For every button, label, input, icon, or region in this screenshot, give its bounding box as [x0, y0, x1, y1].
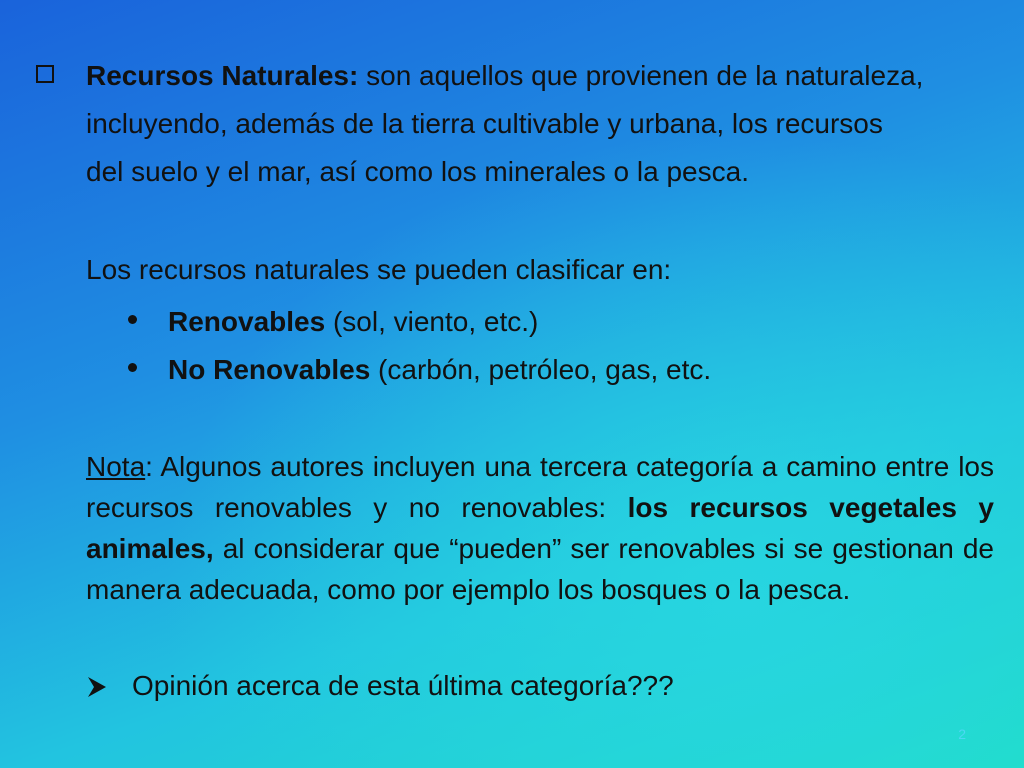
list-item-term: Renovables — [168, 306, 326, 337]
note-label: Nota — [86, 451, 146, 482]
note-text-2: al considerar que “pueden” ser renovables si se gestionan de manera adecuada, como por ejemplo los bosques o la pesca. — [86, 533, 994, 605]
note-paragraph — [86, 446, 994, 610]
intro-text-1: son aquellos que provienen de la naturaleza, — [358, 60, 924, 91]
list-item-detail: (sol, viento, etc.) — [325, 306, 539, 337]
note-text-1: : Algunos autores incluyen una tercera categoría a camino entre los recursos renovables y no renovables: — [86, 451, 994, 523]
intro-line-3: del suelo y el mar, así como los minerales o la pesca. — [86, 156, 749, 187]
list-item — [134, 346, 711, 394]
question-item — [86, 662, 674, 710]
list-item-detail: (carbón, petróleo, gas, etc. — [370, 354, 712, 385]
intro-paragraph — [86, 52, 994, 196]
note-bold: los recursos vegetales y animales, — [86, 492, 994, 564]
classification-list — [134, 298, 711, 394]
list-item-term: No Renovables — [168, 354, 371, 385]
slide-number: 2 — [958, 726, 966, 742]
arrowhead-icon — [86, 676, 108, 698]
bullet-dot-icon — [128, 315, 137, 324]
intro-line-1 — [86, 52, 994, 100]
intro-line-2: incluyendo, además de la tierra cultivable y urbana, los recursos — [86, 108, 883, 139]
classification-heading: Los recursos naturales se pueden clasificar en: — [86, 254, 672, 285]
classification-heading-block — [86, 246, 994, 294]
intro-term: Recursos Naturales: — [86, 60, 359, 91]
list-item — [134, 298, 711, 346]
bullet-dot-icon — [128, 363, 137, 372]
checkbox-icon — [36, 65, 54, 83]
question-text: Opinión acerca de esta última categoría??? — [132, 670, 674, 701]
